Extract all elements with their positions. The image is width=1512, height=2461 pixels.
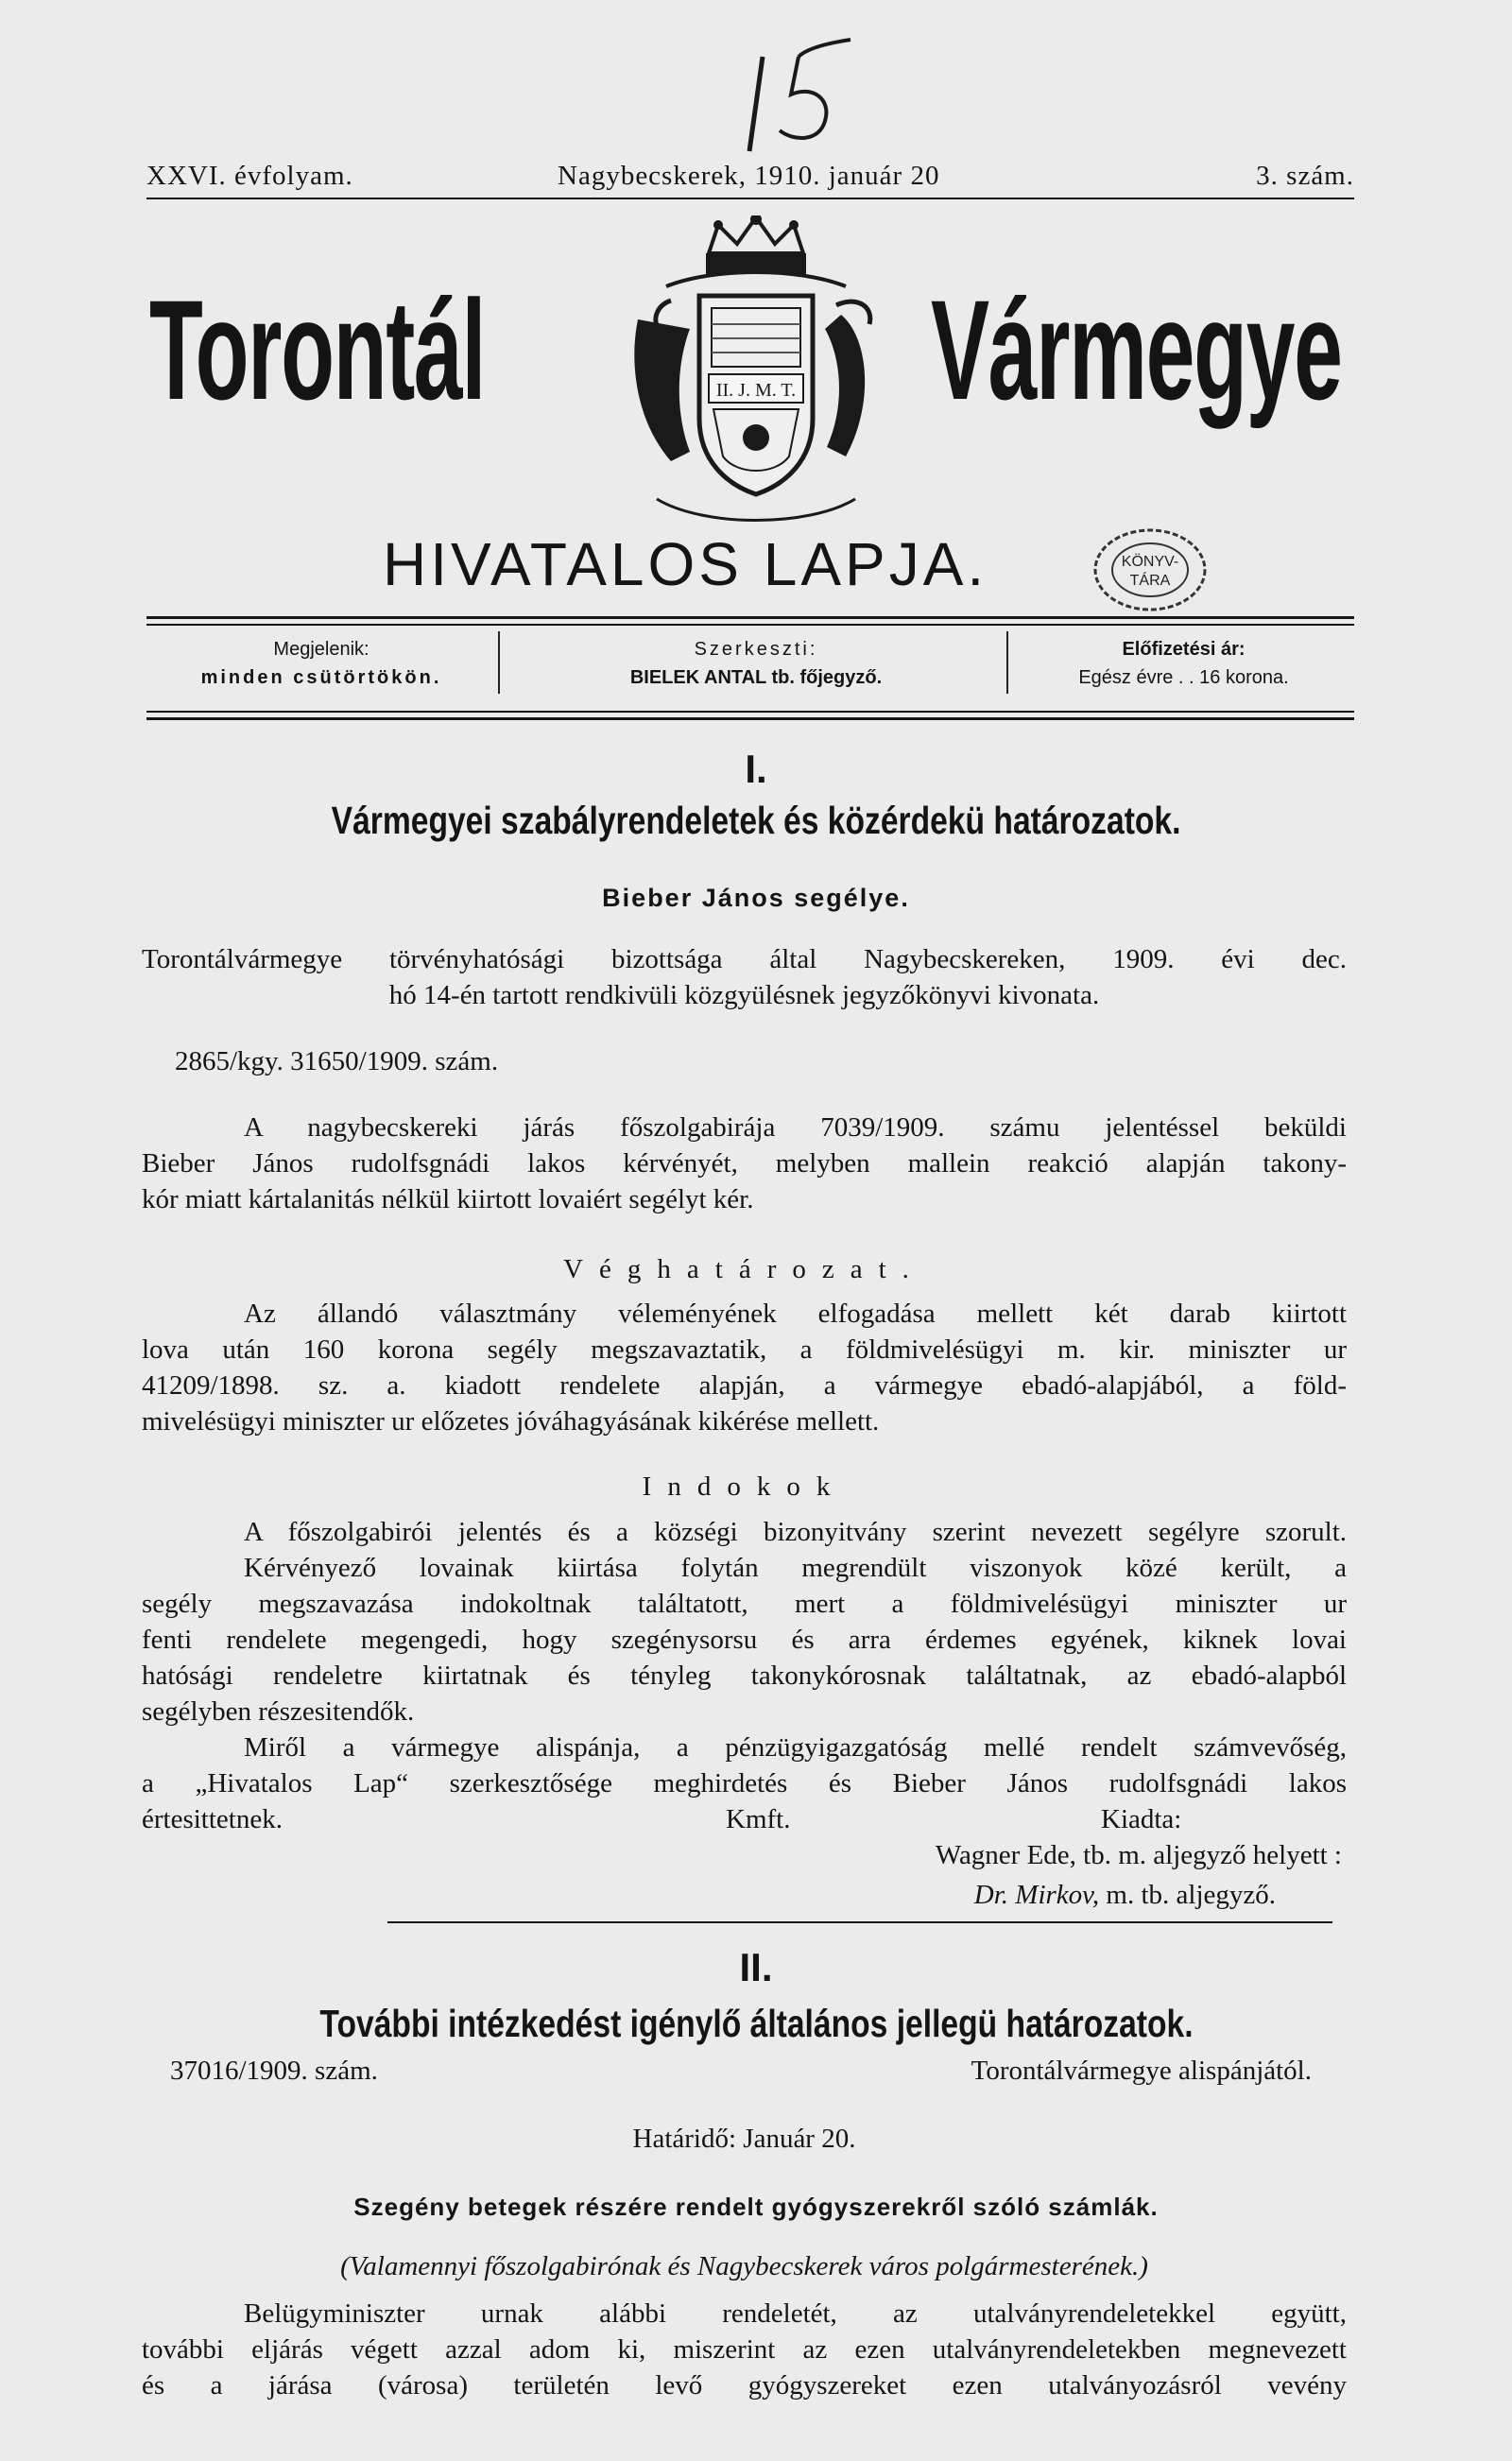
section-2-ref-left: 37016/1909. szám. [170, 2056, 378, 2086]
reasons-line-6: segélyben részesitendők. [142, 1696, 415, 1727]
decision-line-2: lova után 160 korona segély megszavaztatik, a földmivelésügyi m. kir. miniszter ur [142, 1334, 1347, 1365]
section-2-title: További intézkedést igénylő általános jellegü határozatok. [318, 2002, 1194, 2045]
info-price [1016, 635, 1351, 701]
signature-1: Wagner Ede, tb. m. aljegyző helyett : [935, 1840, 1342, 1870]
price-value: Egész évre . . 16 korona. [1078, 667, 1289, 688]
para1-line-3: kór miatt kártalanitás nélkül kiirtott lovaiért segélyt kér. [142, 1184, 754, 1214]
info-editor [506, 635, 1006, 701]
addressee: (Valamennyi főszolgabirónak és Nagybecskerek város polgármesterének.) [340, 2251, 1148, 2281]
reasons-line-5: hatósági rendeletre kiirtatnak és tényleg takonykórosnak találtatnak, az ebadó-alapból [142, 1661, 1347, 1691]
reference-number: 2865/kgy. 31650/1909. szám. [175, 1046, 499, 1076]
decision-heading: Véghatározat. [563, 1254, 925, 1284]
handwritten-page-number [742, 19, 855, 161]
price-label: Előfizetési ár: [1122, 639, 1246, 660]
header-rule [146, 198, 1354, 199]
editor-label: Szerkeszti: [694, 639, 818, 660]
intro-line-1: Torontálvármegye törvényhatósági bizottsága által Nagybecskereken, 1909. évi dec. [142, 944, 1347, 974]
section-2-number: II. [739, 1945, 773, 1989]
para1-line-2: Bieber János rudolfsgnádi lakos kérvényét, melyben mallein reakció alapján takony- [142, 1148, 1347, 1179]
info-separator-1 [498, 631, 500, 694]
reasons-line-7: Miről a vármegye alispánja, a pénzügyigazgatóság mellé rendelt számvevőség, [244, 1732, 1347, 1763]
para1-line-1: A nagybecskereki járás főszolgabirája 7039/1909. számu jelentéssel beküldi [244, 1112, 1347, 1143]
closing-kiadta: Kiadta: [1101, 1804, 1182, 1834]
info-top-rule-2 [146, 624, 1354, 626]
section-2-subhead: Szegény betegek részére rendelt gyógyszerekről szóló számlák. [353, 2193, 1159, 2221]
section-divider [387, 1921, 1332, 1923]
reasons-line-4: fenti rendelete megengedi, hogy szegénysorsu és arra érdemes egyének, kiknek lovai [142, 1625, 1347, 1655]
body-line-2: további eljárás végett azzal adom ki, miszerint az ezen utalványrendeletekben megnevezett [142, 2334, 1347, 2365]
info-bottom-rule-2 [146, 717, 1354, 720]
intro-line-2: hó 14-én tartott rendkivüli közgyülésnek jegyzőkönyvi kivonata. [388, 980, 1100, 1010]
editor-value: BIELEK ANTAL tb. főjegyző. [629, 667, 883, 688]
reasons-heading: Indokok [642, 1471, 847, 1502]
closing-kmft: Kmft. [726, 1804, 791, 1834]
closing-left: értesittetnek. [142, 1804, 283, 1834]
section-1-number: I. [745, 747, 767, 791]
reasons-line-2: Kérvényező lovainak kiirtása folytán megrendült viszonyok közé került, a [244, 1553, 1347, 1583]
body-line-3: és a járása (városa) területén levő gyógyszereket ezen utalványozásról vevény [142, 2370, 1347, 2401]
published-label: Megjelenik: [273, 639, 369, 660]
signature-2: Dr. Mirkov, m. tb. aljegyző. [973, 1880, 1276, 1910]
masthead-left-word: Torontál [149, 270, 486, 429]
issue-number: 3. szám. [1256, 161, 1354, 191]
place-date: Nagybecskerek, 1910. január 20 [558, 161, 940, 191]
volume-label: XXVI. évfolyam. [146, 161, 353, 191]
section-1-title: Vármegyei szabályrendeletek és közérdekü határozatok. [331, 799, 1181, 842]
reasons-line-3: segély megszavazása indokoltnak találtatott, mert a földmivelésügyi miniszter ur [142, 1589, 1347, 1619]
info-separator-2 [1006, 631, 1008, 694]
info-published [151, 635, 491, 701]
masthead-subtitle: HIVATALOS LAPJA. [383, 530, 988, 598]
decision-line-3: 41209/1898. sz. a. kiadott rendelete alapján, a vármegye ebadó-alapjából, a föld- [142, 1370, 1347, 1401]
coat-of-arms-icon [600, 215, 912, 527]
library-stamp-icon [1091, 525, 1210, 614]
stamp-line-2: TÁRA [1129, 573, 1171, 589]
issue-header [146, 161, 1354, 202]
crest-text: II. J. M. T. [715, 380, 797, 401]
decision-line-1: Az állandó választmány véleményének elfogadása mellett két darab kiirtott [244, 1299, 1347, 1329]
info-bottom-rule [146, 711, 1354, 713]
reasons-line-8: a „Hivatalos Lap“ szerkesztősége meghirdetés és Bieber János rudolfsgnádi lakos [142, 1768, 1347, 1798]
reasons-line-1: A főszolgabirói jelentés és a községi bizonyitvány szerint nevezett segélyre szorult. [244, 1517, 1347, 1547]
section-1-subhead: Bieber János segélye. [602, 884, 910, 912]
info-top-rule [146, 616, 1354, 619]
decision-line-4: mivelésügyi miniszter ur előzetes jóváhagyásának kikérése mellett. [142, 1406, 880, 1437]
deadline: Határidő: Január 20. [632, 2124, 856, 2154]
masthead-right-word: Vármegye [931, 270, 1342, 429]
published-value: minden csütörtökön. [200, 667, 442, 688]
stamp-line-1: KÖNYV- [1121, 554, 1179, 570]
body-line-1: Belügyminiszter urnak alábbi rendeletét, az utalványrendeletekkel együtt, [244, 2298, 1347, 2329]
section-2-ref-right: Torontálvármegye alispánjától. [971, 2056, 1312, 2086]
